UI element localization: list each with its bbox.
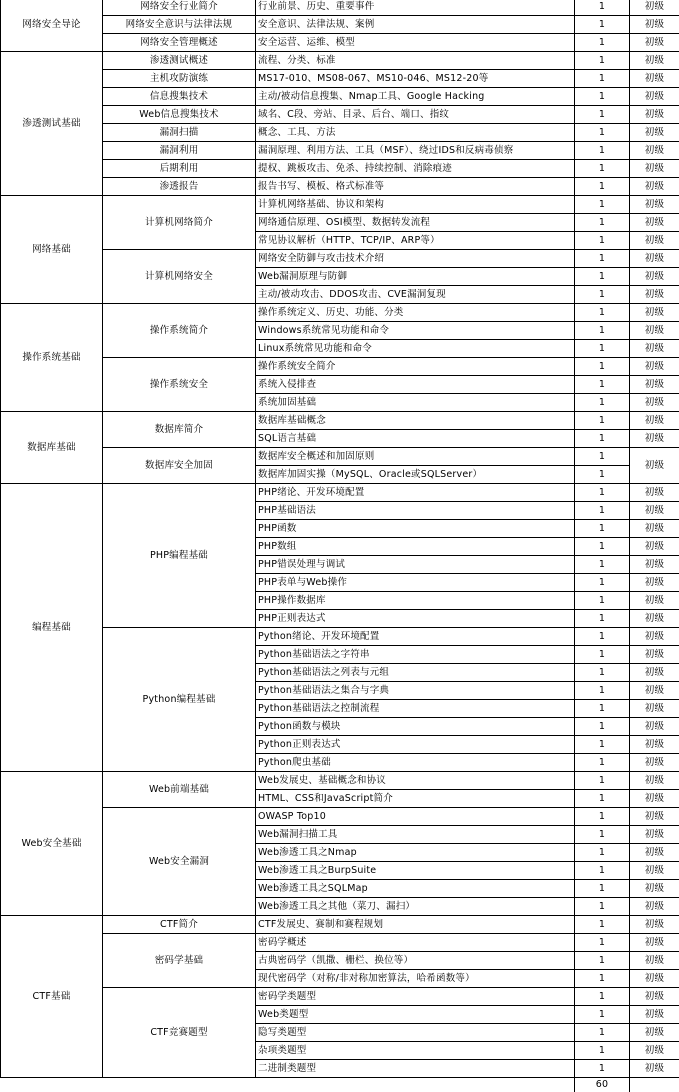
topic-cell: Python基础语法之集合与字典 [256, 682, 575, 700]
hours-cell: 1 [575, 322, 630, 340]
topic-cell: Web发展史、基础概念和协议 [256, 772, 575, 790]
table-row [1, 106, 679, 124]
hours-cell: 1 [575, 610, 630, 628]
level-cell: 初级 [630, 304, 679, 322]
table-row [1, 0, 679, 16]
table-row [1, 250, 679, 268]
hours-cell: 1 [575, 1042, 630, 1060]
level-cell: 初级 [630, 790, 679, 808]
topic-cell: PHP错误处理与调试 [256, 556, 575, 574]
topic-cell: 二进制类题型 [256, 1060, 575, 1078]
level-cell: 初级 [630, 124, 679, 142]
level-cell: 初级 [630, 178, 679, 196]
topic-cell: 密码学类题型 [256, 988, 575, 1006]
level-cell: 初级 [630, 520, 679, 538]
level-cell: 初级 [630, 106, 679, 124]
level-cell: 初级 [630, 592, 679, 610]
topic-cell: PHP绪论、开发环境配置 [256, 484, 575, 502]
topic-cell: Web渗透工具之SQLMap [256, 880, 575, 898]
hours-cell: 1 [575, 196, 630, 214]
topic-cell: Web渗透工具之其他（菜刀、漏扫） [256, 898, 575, 916]
level-cell: 初级 [630, 988, 679, 1006]
table-row [1, 628, 679, 646]
submodule-name-cell: 网络安全意识与法律法规 [103, 16, 256, 34]
hours-cell: 1 [575, 772, 630, 790]
hours-cell: 1 [575, 448, 630, 466]
level-cell: 初级 [630, 70, 679, 88]
level-cell: 初级 [630, 268, 679, 286]
submodule-name-cell: 网络安全行业简介 [103, 0, 256, 16]
topic-cell: Web渗透工具之Nmap [256, 844, 575, 862]
hours-cell: 1 [575, 880, 630, 898]
hours-cell: 1 [575, 970, 630, 988]
topic-cell: 系统入侵排查 [256, 376, 575, 394]
table-row [1, 916, 679, 934]
submodule-name-cell: 数据库简介 [103, 412, 256, 448]
submodule-name-cell: CTF竞赛题型 [103, 988, 256, 1078]
module-name-cell: 渗透测试基础 [1, 52, 103, 196]
level-cell: 初级 [630, 250, 679, 268]
module-name-cell: 网络基础 [1, 196, 103, 304]
level-cell: 初级 [630, 736, 679, 754]
level-cell: 初级 [630, 844, 679, 862]
hours-cell: 1 [575, 466, 630, 484]
hours-cell: 1 [575, 682, 630, 700]
submodule-name-cell: Python编程基础 [103, 628, 256, 772]
hours-cell: 1 [575, 592, 630, 610]
topic-cell: 提权、跳板攻击、免杀、持续控制、消除痕迹 [256, 160, 575, 178]
level-cell: 初级 [630, 196, 679, 214]
level-cell: 初级 [630, 448, 679, 484]
topic-cell: 概念、工具、方法 [256, 124, 575, 142]
hours-cell: 1 [575, 286, 630, 304]
table-row [1, 808, 679, 826]
module-name-cell: CTF基础 [1, 916, 103, 1078]
curriculum-body [1, 0, 679, 1092]
table-row [1, 448, 679, 466]
topic-cell: 密码学概述 [256, 934, 575, 952]
topic-cell: Web渗透工具之BurpSuite [256, 862, 575, 880]
hours-cell: 1 [575, 70, 630, 88]
topic-cell: PHP操作数据库 [256, 592, 575, 610]
topic-cell: Web漏洞原理与防御 [256, 268, 575, 286]
hours-cell: 1 [575, 736, 630, 754]
topic-cell: 隐写类题型 [256, 1024, 575, 1042]
topic-cell: Web漏洞扫描工具 [256, 826, 575, 844]
submodule-name-cell: 漏洞利用 [103, 142, 256, 160]
topic-cell: Python函数与模块 [256, 718, 575, 736]
hours-cell: 1 [575, 88, 630, 106]
submodule-name-cell: 渗透测试概述 [103, 52, 256, 70]
table-row [1, 178, 679, 196]
level-cell: 初级 [630, 754, 679, 772]
topic-cell: Windows系统常见功能和命令 [256, 322, 575, 340]
topic-cell: 安全意识、法律法规、案例 [256, 16, 575, 34]
hours-cell: 1 [575, 214, 630, 232]
topic-cell: 网络安全防御与攻击技术介绍 [256, 250, 575, 268]
hours-cell: 1 [575, 16, 630, 34]
level-cell: 初级 [630, 718, 679, 736]
topic-cell: Web类题型 [256, 1006, 575, 1024]
topic-cell: 主动/被动攻击、DDOS攻击、CVE漏洞复现 [256, 286, 575, 304]
module-name-cell: Web安全基础 [1, 772, 103, 916]
topic-cell: PHP函数 [256, 520, 575, 538]
topic-cell: 系统加固基础 [256, 394, 575, 412]
hours-cell: 1 [575, 664, 630, 682]
hours-cell: 1 [575, 952, 630, 970]
topic-cell: 漏洞原理、利用方法、工具（MSF）、绕过IDS和反病毒侦察 [256, 142, 575, 160]
hours-cell: 1 [575, 34, 630, 52]
topic-cell: Python正则表达式 [256, 736, 575, 754]
hours-cell: 1 [575, 394, 630, 412]
level-cell: 初级 [630, 232, 679, 250]
level-cell: 初级 [630, 88, 679, 106]
hours-cell: 1 [575, 574, 630, 592]
hours-cell: 1 [575, 826, 630, 844]
topic-cell: Linux系统常见功能和命令 [256, 340, 575, 358]
level-cell: 初级 [630, 16, 679, 34]
submodule-name-cell: 操作系统简介 [103, 304, 256, 358]
level-cell: 初级 [630, 52, 679, 70]
topic-cell: 数据库安全概述和加固原则 [256, 448, 575, 466]
table-row [1, 52, 679, 70]
level-cell: 初级 [630, 430, 679, 448]
topic-cell: Python绪论、开发环境配置 [256, 628, 575, 646]
submodule-name-cell: 漏洞扫描 [103, 124, 256, 142]
hours-cell: 1 [575, 250, 630, 268]
hours-cell: 1 [575, 754, 630, 772]
topic-cell: 杂项类题型 [256, 1042, 575, 1060]
table-row [1, 934, 679, 952]
module-name-cell: 网络安全导论 [1, 0, 103, 52]
submodule-name-cell: Web前端基础 [103, 772, 256, 808]
hours-cell: 1 [575, 844, 630, 862]
level-cell: 初级 [630, 394, 679, 412]
hours-cell: 1 [575, 646, 630, 664]
hours-cell: 1 [575, 268, 630, 286]
level-cell: 初级 [630, 664, 679, 682]
level-cell: 初级 [630, 556, 679, 574]
hours-cell: 1 [575, 304, 630, 322]
submodule-name-cell: 计算机网络简介 [103, 196, 256, 250]
topic-cell: 域名、C段、旁站、目录、后台、端口、指纹 [256, 106, 575, 124]
level-cell: 初级 [630, 538, 679, 556]
level-cell: 初级 [630, 970, 679, 988]
hours-cell: 1 [575, 340, 630, 358]
level-cell: 初级 [630, 700, 679, 718]
table-row [1, 88, 679, 106]
level-cell: 初级 [630, 682, 679, 700]
submodule-name-cell: 计算机网络安全 [103, 250, 256, 304]
hours-cell: 1 [575, 934, 630, 952]
topic-cell: 操作系统安全简介 [256, 358, 575, 376]
topic-cell: PHP基础语法 [256, 502, 575, 520]
topic-cell: Python基础语法之控制流程 [256, 700, 575, 718]
table-row [1, 358, 679, 376]
topic-cell: PHP表单与Web操作 [256, 574, 575, 592]
level-cell: 初级 [630, 214, 679, 232]
submodule-name-cell: 网络安全管理概述 [103, 34, 256, 52]
topic-cell: 古典密码学（凯撒、栅栏、换位等） [256, 952, 575, 970]
module-name-cell: 操作系统基础 [1, 304, 103, 412]
hours-cell: 1 [575, 988, 630, 1006]
level-cell: 初级 [630, 952, 679, 970]
level-cell: 初级 [630, 286, 679, 304]
hours-cell: 1 [575, 1024, 630, 1042]
topic-cell: HTML、CSS和JavaScript简介 [256, 790, 575, 808]
total-hours-cell: 60 [575, 1078, 630, 1092]
hours-cell: 1 [575, 700, 630, 718]
hours-cell: 1 [575, 376, 630, 394]
level-cell: 初级 [630, 160, 679, 178]
submodule-name-cell: 主机攻防演练 [103, 70, 256, 88]
table-row [1, 196, 679, 214]
topic-cell: 报告书写、模板、格式标准等 [256, 178, 575, 196]
topic-cell: 流程、分类、标准 [256, 52, 575, 70]
hours-cell: 1 [575, 502, 630, 520]
level-cell: 初级 [630, 1060, 679, 1078]
table-row [1, 160, 679, 178]
level-cell: 初级 [630, 916, 679, 934]
module-name-cell: 编程基础 [1, 484, 103, 772]
topic-cell: 主动/被动信息搜集、Nmap工具、Google Hacking [256, 88, 575, 106]
table-row [1, 70, 679, 88]
table-row [1, 124, 679, 142]
hours-cell: 1 [575, 106, 630, 124]
submodule-name-cell: 信息搜集技术 [103, 88, 256, 106]
table-row [1, 412, 679, 430]
level-cell: 初级 [630, 34, 679, 52]
hours-cell: 1 [575, 718, 630, 736]
level-cell: 初级 [630, 862, 679, 880]
hours-cell: 1 [575, 898, 630, 916]
level-cell: 初级 [630, 0, 679, 16]
level-cell: 初级 [630, 898, 679, 916]
level-cell: 初级 [630, 376, 679, 394]
level-cell: 初级 [630, 628, 679, 646]
hours-cell: 1 [575, 556, 630, 574]
hours-cell: 1 [575, 1060, 630, 1078]
topic-cell: Python基础语法之列表与元组 [256, 664, 575, 682]
topic-cell: Python基础语法之字符串 [256, 646, 575, 664]
level-cell: 初级 [630, 934, 679, 952]
level-cell: 初级 [630, 322, 679, 340]
level-cell: 初级 [630, 358, 679, 376]
hours-cell: 1 [575, 520, 630, 538]
hours-cell: 1 [575, 862, 630, 880]
topic-cell: PHP数组 [256, 538, 575, 556]
table-row [1, 304, 679, 322]
topic-cell: MS17-010、MS08-067、MS10-046、MS12-20等 [256, 70, 575, 88]
topic-cell: PHP正则表达式 [256, 610, 575, 628]
hours-cell: 1 [575, 232, 630, 250]
submodule-name-cell: Web安全漏洞 [103, 808, 256, 916]
submodule-name-cell: CTF简介 [103, 916, 256, 934]
topic-cell: 安全运营、运维、模型 [256, 34, 575, 52]
level-cell: 初级 [630, 502, 679, 520]
level-cell: 初级 [630, 412, 679, 430]
hours-cell: 1 [575, 628, 630, 646]
topic-cell: 数据库基础概念 [256, 412, 575, 430]
topic-cell: 操作系统定义、历史、功能、分类 [256, 304, 575, 322]
hours-cell: 1 [575, 808, 630, 826]
hours-cell: 1 [575, 916, 630, 934]
hours-cell: 1 [575, 0, 630, 16]
submodule-name-cell: 渗透报告 [103, 178, 256, 196]
level-cell: 初级 [630, 1042, 679, 1060]
table-row [1, 988, 679, 1006]
table-row [1, 34, 679, 52]
hours-cell: 1 [575, 358, 630, 376]
topic-cell: CTF发展史、赛制和赛程规划 [256, 916, 575, 934]
topic-cell: Python爬虫基础 [256, 754, 575, 772]
submodule-name-cell: 数据库安全加固 [103, 448, 256, 484]
level-cell: 初级 [630, 610, 679, 628]
level-cell: 初级 [630, 574, 679, 592]
topic-cell: 行业前景、历史、重要事件 [256, 0, 575, 16]
level-cell: 初级 [630, 484, 679, 502]
hours-cell: 1 [575, 124, 630, 142]
submodule-name-cell: 密码学基础 [103, 934, 256, 988]
hours-cell: 1 [575, 142, 630, 160]
hours-cell: 1 [575, 52, 630, 70]
hours-cell: 1 [575, 160, 630, 178]
hours-cell: 1 [575, 538, 630, 556]
hours-cell: 1 [575, 1006, 630, 1024]
hours-cell: 1 [575, 430, 630, 448]
level-cell: 初级 [630, 646, 679, 664]
submodule-name-cell: 操作系统安全 [103, 358, 256, 412]
hours-cell: 1 [575, 178, 630, 196]
topic-cell: OWASP Top10 [256, 808, 575, 826]
table-row [1, 16, 679, 34]
topic-cell: SQL语言基础 [256, 430, 575, 448]
table-row [1, 142, 679, 160]
topic-cell: 常见协议解析（HTTP、TCP/IP、ARP等） [256, 232, 575, 250]
topic-cell: 网络通信原理、OSI模型、数据转发流程 [256, 214, 575, 232]
hours-cell: 1 [575, 790, 630, 808]
level-cell: 初级 [630, 340, 679, 358]
topic-cell: 数据库加固实操（MySQL、Oracle或SQLServer） [256, 466, 575, 484]
table-row [1, 484, 679, 502]
hours-cell: 1 [575, 412, 630, 430]
level-cell: 初级 [630, 808, 679, 826]
table-row [1, 772, 679, 790]
module-name-cell: 数据库基础 [1, 412, 103, 484]
level-cell: 初级 [630, 142, 679, 160]
level-cell: 初级 [630, 826, 679, 844]
submodule-name-cell: PHP编程基础 [103, 484, 256, 628]
hours-cell: 1 [575, 484, 630, 502]
submodule-name-cell: 后期利用 [103, 160, 256, 178]
level-cell: 初级 [630, 880, 679, 898]
level-cell: 初级 [630, 1006, 679, 1024]
submodule-name-cell: Web信息搜集技术 [103, 106, 256, 124]
topic-cell: 现代密码学（对称/非对称加密算法，哈希函数等） [256, 970, 575, 988]
level-cell: 初级 [630, 1024, 679, 1042]
level-cell: 初级 [630, 772, 679, 790]
topic-cell: 计算机网络基础、协议和架构 [256, 196, 575, 214]
